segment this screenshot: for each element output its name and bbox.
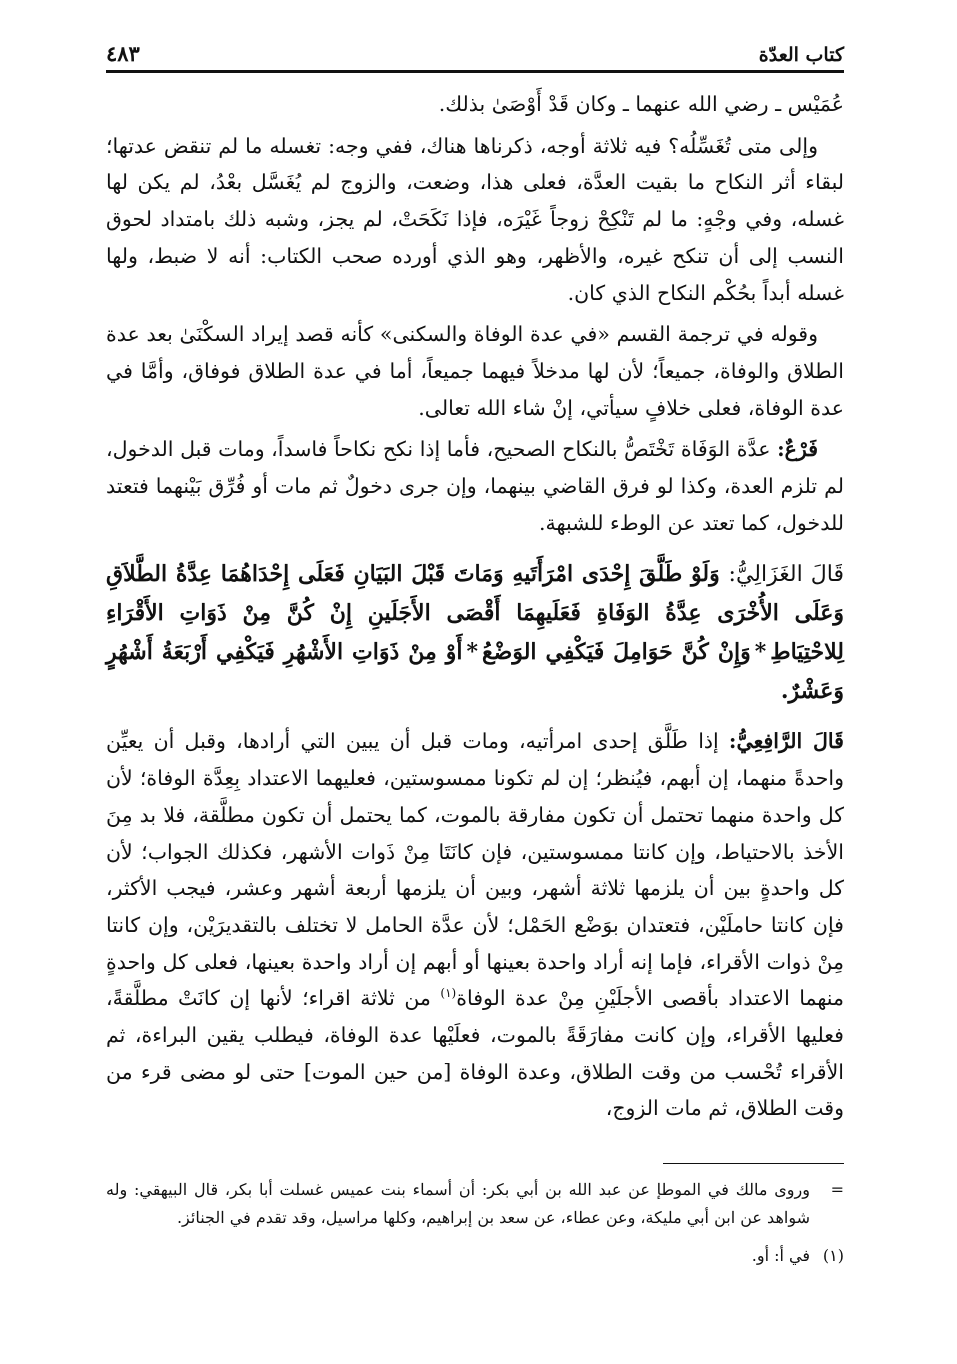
- running-header: [106, 28, 844, 73]
- matn-quote: [106, 555, 844, 711]
- footnote-divider: [663, 1163, 844, 1164]
- paragraph-washing: وإلى متى تُغَسِّلُه؟ فيه ثلاثة أوجه، ذكرناها هناك، ففي وجه: تغسله ما لم تنقض عدتها؛ لبقاء أثر النكاح ما بقيت العدَّة، فعلى هذا، وضعت، والزوج لم يُغَسَّل بعْدُ، لم يكن لها غسله، وفي وجْهٍ: ما لم تَنْكِحْ زوجاً غَيْرَه، فإذا نَكَحَتْ، لم يجز، وشبه ذلك بامتداد لحوق النسب إلى أن تنكح غيره، والأظهر، وهو الذي أورده صحب الكتاب: أنه لا ضبط، ولها غسله أبداً بحُكْم النكاح الذي كان.: [106, 133, 844, 305]
- footnote-1: [106, 1242, 844, 1270]
- matn-part-2: وَإِنْ كُنَّ حَوَامِلَ فَيَكْفِي الوَضْعُ: [481, 639, 751, 666]
- matn-part-3: أَوْ مِنْ ذَوَاتِ الأَشْهُرِ فَيَكْفِي أَرْبَعَةُ أَشْهُرٍ وَعَشْرٌ.: [106, 639, 844, 705]
- footnote-1-text: في أ: أو.: [751, 1246, 810, 1265]
- sharh-text-a: إذا طَلَّق إحدى امرأتيه، ومات قبل أن يبين التي أرادها، وقبل أن يعيِّن واحدةً منهما، إن أبهم، فيُنظر؛ إن لم تكونا ممسوستين، فعليهما الاعتداد بِعِدَّة الوفاة؛ لأن كل واحدة منهما تحتمل أن تكون مفارقة بالموت، كما يحتمل أن تكون مطلَّقة، فلا بد مِنَ الأخذ بالاحتياط، وإن كانتا ممسوستين، فإن كانَتَا مِنْ ذَوات الأشهر، فكذلك الجواب؛ لأن كل واحدةٍ بين أن يلزمها ثلاثة أشهر، وبين أن يلزمها أربعة أشهر وعشر، فيجب الأكثر، فإن كانتا حاملَيْن، فتعتدان بوَضْع الحَمْل؛ لأن عدَّة الحامل لا تختلف بالتقديرَيْن، وإن كانتا مِنْ ذوات الأقراء، فإما إنه أراد واحدة بعينها أو أبهم إن أراد واحدة بعينها، فعلى كل واحدةٍ منهما الاعتداد بأقصى الأجلَيْنِ مِنْ عدة الوفاة: [106, 729, 844, 1011]
- footnote-ref: (١): [440, 986, 457, 1001]
- footnote-continued: [106, 1176, 844, 1232]
- matn-speaker: قَالَ الغَزَالِيُّ:: [728, 562, 844, 588]
- footnotes: [106, 1176, 844, 1270]
- main-text: [106, 86, 844, 1132]
- page-number: ٤٨٣: [106, 41, 140, 66]
- paragraph-section-title: وقوله في ترجمة القسم «في عدة الوفاة والسكنى» كأنه قصد إيراد السكْنَىٰ بعد عدة الطلاق والوفاة، جميعاً؛ لأن لها مدخلاً فيهما جميعاً، أما في عدة الطلاق فوفاق، وأمَّا في عدة الوفاة، فعلى خلافٍ سيأتي، إنْ شاء الله تعالى.: [106, 322, 844, 420]
- star-separator: *: [754, 639, 767, 666]
- sharh-speaker: قَالَ الرَّافِعِيُّ:: [728, 729, 844, 754]
- branch-label: فَرْعٌ:: [777, 437, 818, 462]
- star-separator: *: [466, 639, 478, 666]
- paragraph-branch: [106, 431, 844, 541]
- book-title: كتاب العدّة: [758, 44, 844, 66]
- sharh-text-b: من ثلاثة اقراء؛ لأنها إن كانَتْ مطلَّقةً، فعليها الأقراء، وإن كانت مفارَقَةً بالموت، فعلَيْها عدة الوفاة، فيطلب يقين البراءة، ثم الأقراء تُحْسب من وقت الطلاق، وعدة الوفاة [من حين الموت] حتى لو مضى قرء من وقت الطلاق، ثم مات الزوج،: [106, 986, 844, 1121]
- footnote-continued-mark: =: [830, 1180, 844, 1199]
- matn-part-1: وَلَوْ طَلَّقَ إِحْدَى امْرَأَتَيهِ وَمَاتَ قَبْلَ البَيَانِ فَعَلَى إِحْدَاهُمَا عِدَّةُ الطَّلاَقِ وَعَلَى الأُخْرَى عِدَّةُ الوَفَاةِ فَعَلَيهِمَا أَقْصَى الأَجَلَينِ إِنْ كُنَّ مِنْ ذَوَاتِ الأَقْرَاءِ لِلاحْتِيَاطِ: [106, 561, 844, 666]
- paragraph-continuation: عُمَيْس ـ رضي الله عنهما ـ وكان قَدْ أَوْصَىٰ بذلك.: [438, 92, 844, 116]
- branch-text: عدَّة الوَفَاة تَخْتَصُّ بالنكاح الصحيح، فأما إذا نكح نكاحاً فاسداً، ومات قبل الدخول، لم تلزم العدة، وكذا لو فرق القاضي بينهما، وإن جرى دخولٌ ثم مات أو فُرِّق بَيْنهما فتعتد للدخول، كما تعتد عن الوطء للشبهة.: [106, 437, 844, 535]
- footnote-1-mark: (١): [822, 1246, 844, 1265]
- footnote-continued-text: وروى مالك في الموطإ عن عبد الله بن أبي بكر: أن أسماء بنت عميس غسلت أبا بكر، قال البيهقي: وله شواهد عن ابن أبي مليكة، وعن عطاء، عن سعد بن إبراهيم، وكلها مراسيل، وقد تقدم في الجنائز.: [106, 1180, 810, 1227]
- sharh-commentary: [106, 723, 844, 1127]
